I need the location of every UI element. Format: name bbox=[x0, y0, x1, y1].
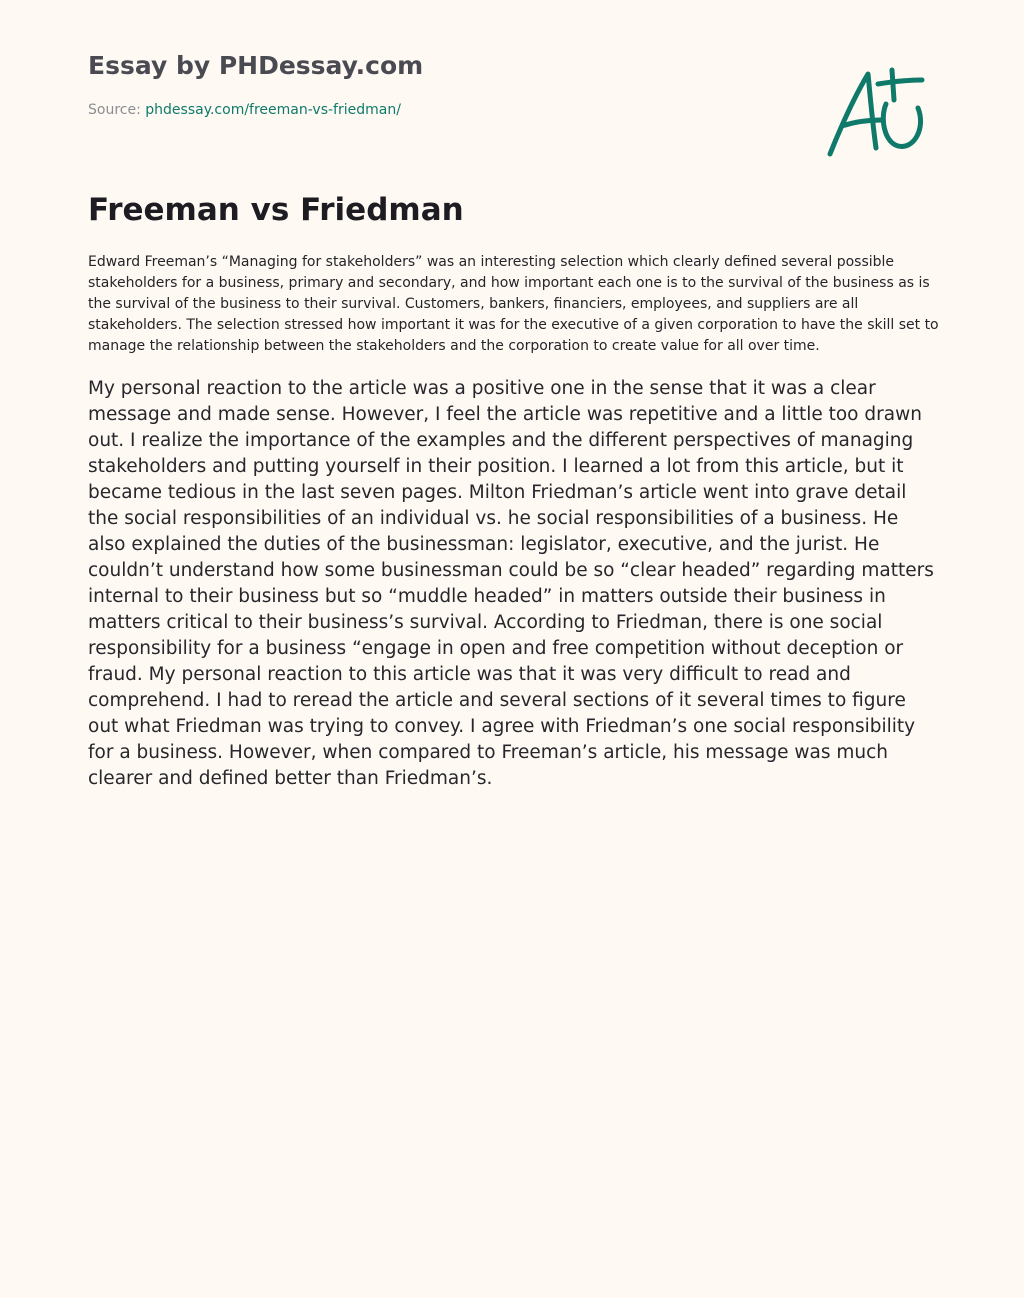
site-brand: Essay by PHDessay.com bbox=[88, 51, 424, 80]
source-label: Source: bbox=[88, 102, 141, 118]
intro-paragraph: Edward Freeman’s “Managing for stakeholders” was an interesting selection which clearly defined several possible stakeholders for a business, primary and secondary, and how important each one is to the survival of the business as is the survival of the business to their survival. Customers, bankers, financiers, employees, and suppliers are all stakeholders. The selection stressed how important it was for the executive of a given corporation to have the skill set to manage the relationship between the stakeholders and the corporation to create value for all over time. bbox=[88, 254, 939, 354]
body-paragraph: My personal reaction to the article was a positive one in the sense that it was a clear message and made sense. However, I feel the article was repetitive and a little too drawn out. I realize the importance of the examples and the different perspectives of managing stakeholders and putting yourself in their position. I learned a lot from this article, but it became tedious in the last seven pages. Milton Friedman’s article went into grave detail the social responsibilities of an individual vs. he social responsibilities of a business. He also explained the duties of the businessman: legislator, executive, and the jurist. He couldn’t understand how some businessman could be so “clear headed” regarding matters internal to their business but so “muddle headed” in matters outside their business in matters critical to their business’s survival. According to Friedman, there is one social responsibility for a business “engage in open and free competition without deception or fraud. My personal reaction to this article was that it was very difficult to read and comprehend. I had to reread the article and several sections of it several times to figure out what Friedman was trying to convey. I agree with Friedman’s one social responsibility for a business. However, when compared to Freeman’s article, his message was much clearer and defined better than Friedman’s. bbox=[88, 378, 934, 789]
page-title: Freeman vs Friedman bbox=[88, 192, 464, 228]
source-link[interactable]: phdessay.com/freeman-vs-friedman/ bbox=[145, 102, 401, 118]
source-line bbox=[88, 101, 401, 119]
a-plus-logo-icon bbox=[822, 64, 928, 160]
